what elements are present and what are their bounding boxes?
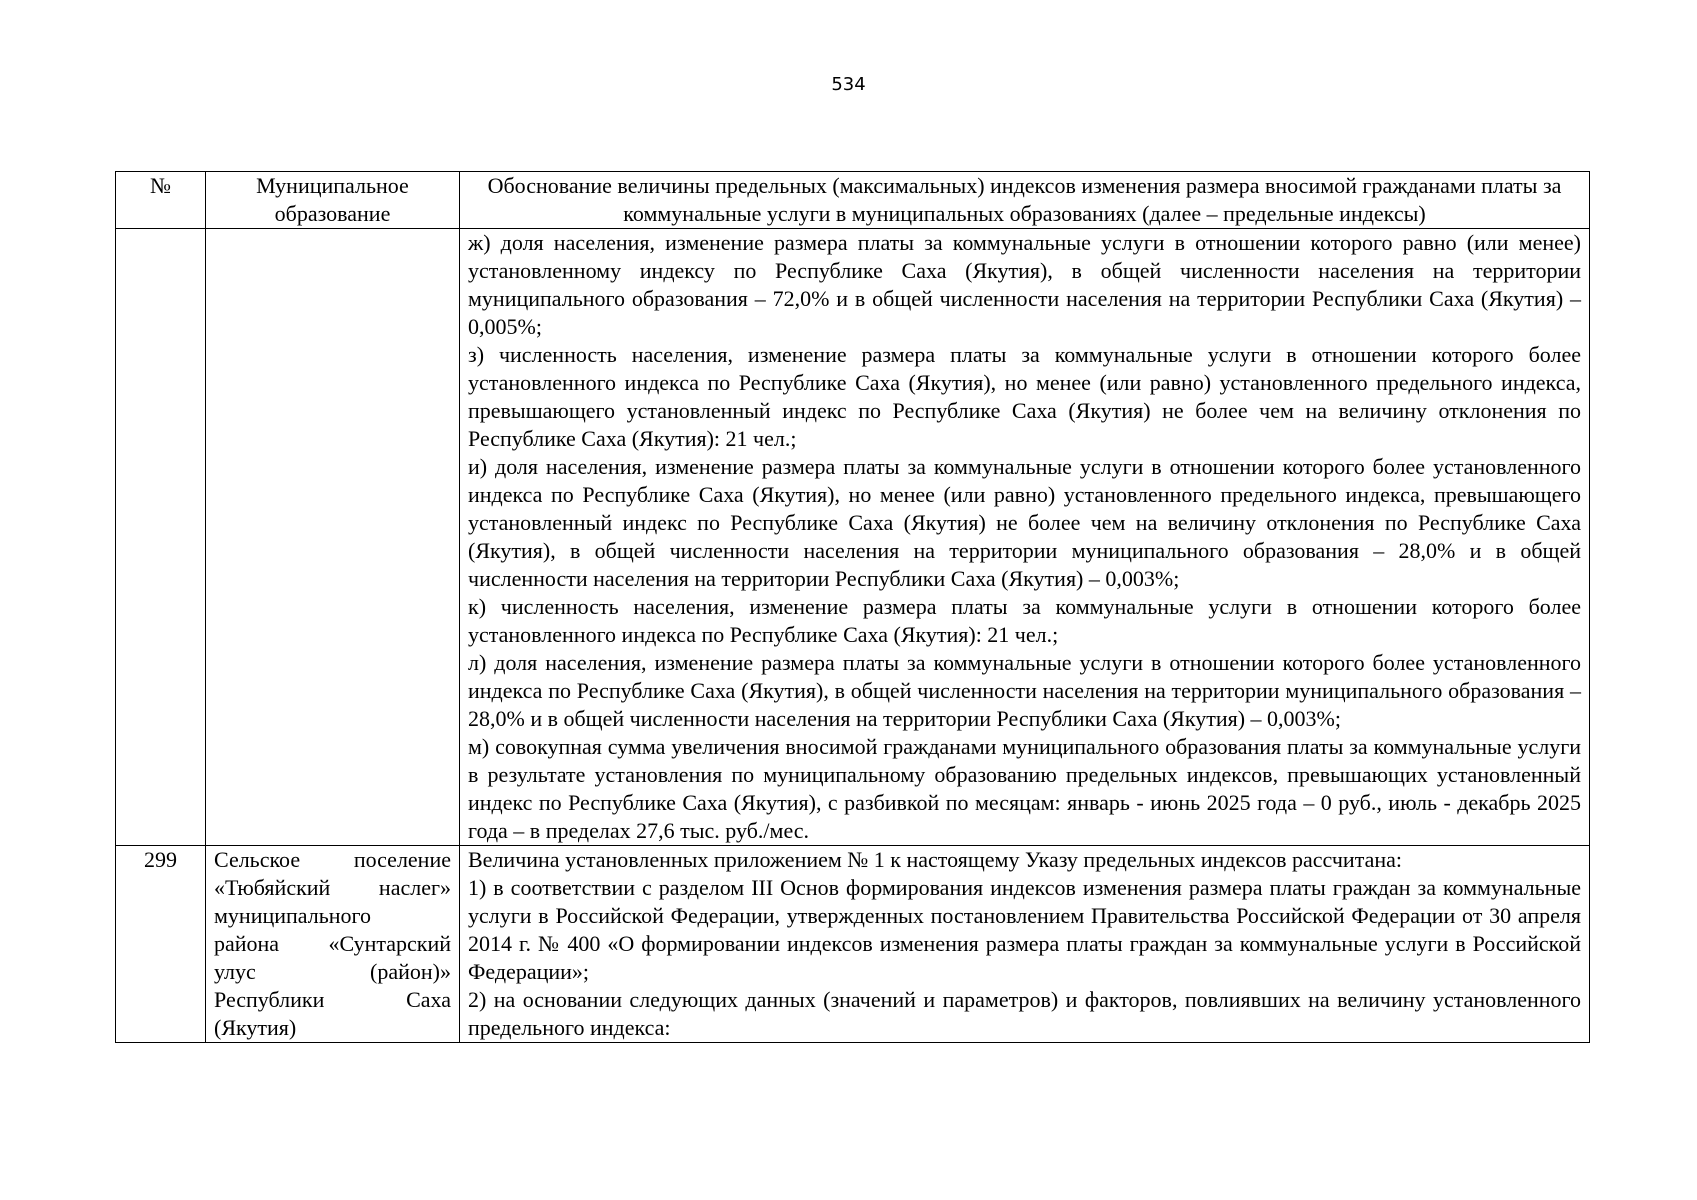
municipality-line: Республики Саха <box>214 987 451 1012</box>
header-municipality: Муниципальное образование <box>206 172 460 229</box>
municipality-line: муниципального <box>214 903 372 928</box>
municipality-line: улус (район)» <box>214 959 451 984</box>
paragraph-1: 1) в соответствии с разделом III Основ формирования индексов изменения размера платы граждан за коммунальные услуги в Российской Федерации, утвержденных постановлением Правительства Российской Федерации от 30 апреля 2014 г. № 400 «О формировании индексов изменения размера платы граждан за коммунальные услуги в Российской Федерации»; <box>468 875 1581 984</box>
paragraph-z: з) численность населения, изменение размера платы за коммунальные услуги в отношении которого более установленного индекса по Республике Саха (Якутия), но менее (или равно) установленного предельного индекса, превышающего установленный индекс по Республике Саха (Якутия) не более чем на величину отклонения по Республике Саха (Якутия): 21 чел.; <box>468 342 1581 451</box>
row-continued-justification <box>460 229 1590 846</box>
row-299-justification <box>460 846 1590 1043</box>
page-number: 534 <box>831 74 866 95</box>
table-header <box>116 172 1590 229</box>
table-row-continued <box>116 229 1590 846</box>
header-number: № <box>116 172 206 229</box>
header-justification: Обоснование величины предельных (максимальных) индексов изменения размера вносимой гражданами платы за коммунальные услуги в муниципальных образованиях (далее – предельные индексы) <box>460 172 1590 229</box>
municipality-line: района «Сунтарский <box>214 931 451 956</box>
paragraph-zh: ж) доля населения, изменение размера платы за коммунальные услуги в отношении которого равно (или менее) установленному индексу по Республике Саха (Якутия), в общей численности населения на территории муниципального образования – 72,0% и в общей численности населения на территории Республики Саха (Якутия) – 0,005%; <box>468 230 1581 339</box>
table-header-row <box>116 172 1590 229</box>
paragraph-l: л) доля населения, изменение размера платы за коммунальные услуги в отношении которого более установленного индекса по Республике Саха (Якутия), в общей численности населения на территории муниципального образования – 28,0% и в общей численности населения на территории Республики Саха (Якутия) – 0,003%; <box>468 650 1581 731</box>
row-continued-number <box>116 229 206 846</box>
row-299-number: 299 <box>116 846 206 1043</box>
row-299-municipality <box>206 846 460 1043</box>
paragraph-intro: Величина установленных приложением № 1 к настоящему Указу предельных индексов рассчитана: <box>468 847 1402 872</box>
paragraph-k: к) численность населения, изменение размера платы за коммунальные услуги в отношении которого более установленного индекса по Республике Саха (Якутия): 21 чел.; <box>468 594 1581 647</box>
tariff-index-table <box>115 171 1590 1043</box>
row-continued-municipality <box>206 229 460 846</box>
paragraph-2: 2) на основании следующих данных (значений и параметров) и факторов, повлиявших на величину установленного предельного индекса: <box>468 987 1581 1040</box>
paragraph-i: и) доля населения, изменение размера платы за коммунальные услуги в отношении которого более установленного индекса по Республике Саха (Якутия), но менее (или равно) установленного предельного индекса, превышающего установленный индекс по Республике Саха (Якутия) не более чем на величину отклонения по Республике Саха (Якутия), в общей численности населения на территории муниципального образования – 28,0% и в общей численности населения на территории Республики Саха (Якутия) – 0,003%; <box>468 454 1581 591</box>
paragraph-m: м) совокупная сумма увеличения вносимой гражданами муниципального образования платы за коммунальные услуги в результате установления по муниципальному образованию предельных индексов, превышающих установленный индекс по Республике Саха (Якутия), с разбивкой по месяцам: январь - июнь 2025 года – 0 руб., июль - декабрь 2025 года – в пределах 27,6 тыс. руб./мес. <box>468 734 1581 843</box>
municipality-line: «Тюбяйский наслег» <box>214 875 451 900</box>
municipality-line: (Якутия) <box>214 1015 297 1040</box>
table-row-299 <box>116 846 1590 1043</box>
municipality-line: Сельское поселение <box>214 847 451 872</box>
